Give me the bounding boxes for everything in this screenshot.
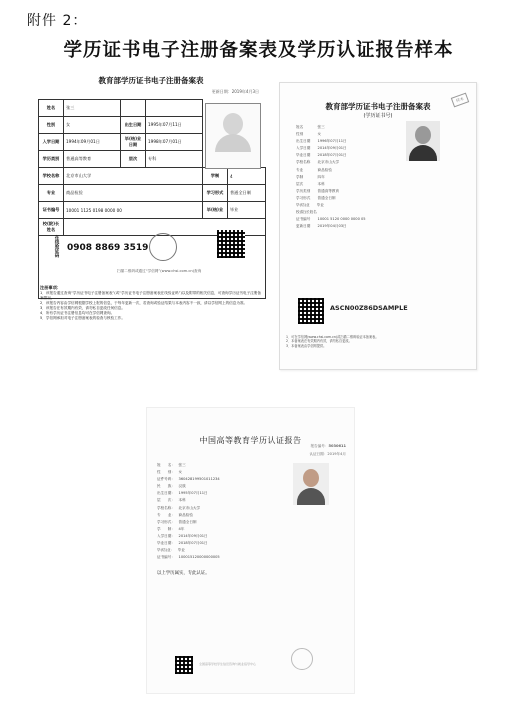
note-item: 2．本备案表在有效期内有效，请勿私自更改。 (286, 339, 352, 344)
report-title: 中国高等教育学历认证报告 (199, 436, 302, 445)
field: 毕业日期 2018年07月01日 (296, 153, 347, 158)
table-cell: 北京市山大学 (64, 168, 203, 185)
seal-icon (149, 233, 177, 261)
table-cell: 毕业 (227, 202, 265, 219)
certification-report-sample (146, 407, 355, 694)
field: 学习形式 普通全日制 (296, 195, 336, 200)
table-cell: 层次 (120, 151, 145, 168)
form-subtitle: (学历证书号) (363, 113, 393, 119)
table-cell: 10001 1125 0198 0000 00 (64, 202, 203, 219)
date-label: 认证日期： (309, 452, 328, 456)
field: 证书编号： 100015120000000005 (157, 555, 220, 560)
table-cell: 商品检验 (64, 185, 203, 202)
qr-code-icon[interactable] (298, 298, 324, 324)
verify-label: 在线验证码 (54, 235, 59, 258)
avatar-body-icon (215, 134, 251, 152)
field: 学 制： 4年 (157, 526, 185, 531)
field: 更新日期 2019年04月03日 (296, 224, 347, 229)
face-icon (303, 469, 319, 487)
note-item: 1．可在学信网(www.chsi.com.cn)或扫描二维码验证本备案表。 (286, 335, 379, 339)
table-cell (120, 100, 145, 117)
field: 专业 商品检验 (296, 167, 332, 172)
field: 姓名 张三 (296, 125, 325, 129)
photo-placeholder (205, 103, 261, 169)
table-cell: 4 (227, 168, 265, 185)
table-cell: 毕(结)业 (202, 202, 227, 219)
table-cell: 专业 (39, 185, 64, 202)
table-cell: 1995年07月11日 (145, 117, 202, 134)
notes (286, 335, 470, 348)
verify-code: 0908 8869 3519 (67, 243, 149, 253)
update-date: 更新日期：2019年4月3日 (211, 89, 259, 94)
table-row (39, 185, 266, 202)
table-cell: 1998年07月01日 (145, 134, 202, 151)
avatar-head-icon (223, 113, 243, 135)
student-photo (406, 121, 440, 161)
report-no-label: 报告编号： (310, 444, 329, 448)
table-cell: 专科 (145, 151, 202, 168)
field-list (157, 463, 277, 562)
table-cell: 普通全日制 (227, 185, 265, 202)
table-cell: 证书编号 (39, 202, 64, 219)
student-photo (293, 463, 329, 505)
table-cell: 学制 (202, 168, 227, 185)
field: 性 别： 女 (157, 470, 183, 475)
note-item: 1．该报告通过查询“学历证书电子注册备案表”(或“学历证书电子注册备案表在线验证码”)以及附带的相关信息，可查询学历证书电子注册备案情况。 (40, 291, 261, 300)
field: 层 次： 本科 (157, 498, 186, 503)
field: 证件号码： 360428199501011234 (157, 477, 220, 482)
verify-note: 扫描二维码或通过“学信网”(www.chsi.com.cn)查询 (117, 269, 202, 273)
page-title: 学历证书电子注册备案表及学历认证报告样本 (63, 40, 454, 61)
table-cell: 出生日期 (120, 117, 145, 134)
table-cell: 1994年09月01日 (64, 134, 121, 151)
notes-title: 注册事项： (40, 285, 61, 290)
note-item: 3．本备案表由学信网提供。 (286, 343, 327, 348)
field: 毕(结)业： 毕业 (157, 548, 185, 553)
table-cell: 学校名称 (39, 168, 64, 185)
note-item: 2．该报告内容由学信网根据学校上报的信息，于每年更新一次，若查询或验证结果与本表内容不一致，请以学信网上的信息为准。 (40, 301, 248, 305)
shoulders-icon (409, 145, 437, 161)
table-cell: 学历类别 (39, 151, 64, 168)
field: 学习形式： 普通全日制 (157, 519, 197, 524)
table-cell: 校(院)长姓名 (39, 219, 64, 236)
field: 入学日期 2014年09月01日 (296, 146, 347, 151)
field: 姓 名： 张三 (157, 463, 186, 467)
field: 学历类别 普通高等教育 (296, 188, 340, 193)
table-cell: 女 (64, 117, 121, 134)
report-meta (309, 442, 346, 458)
form-title: 教育部学历证书电子注册备案表 (98, 76, 204, 85)
note-item: 5．学信网承担对电子注册备案表的检查与核验工作。 (40, 316, 125, 320)
table-cell: 学习形式 (202, 185, 227, 202)
field: 性别 女 (296, 132, 322, 137)
table-cell: 性别 (39, 117, 64, 134)
field: 专 业： 商品检验 (157, 512, 193, 517)
verify-code: ASCN00Z86DSAMPLE (330, 304, 408, 312)
field: 层次 本科 (296, 181, 325, 186)
field-list (296, 125, 466, 231)
report-no: 5030611 (328, 444, 346, 448)
field: 入学日期： 2014年09月01日 (157, 533, 208, 538)
field: 学校名称 北京市山大学 (296, 160, 340, 165)
form-title: 教育部学历证书电子注册备案表 (325, 102, 431, 111)
attachment-label: 附件 2： (27, 13, 88, 29)
field: 学制 四年 (296, 174, 325, 179)
certification-statement: 以上学历属实，专此认证。 (157, 571, 210, 576)
field: 毕业日期： 2018年07月01日 (157, 541, 208, 546)
field: 出生日期 1996年07月11日 (296, 139, 347, 144)
stamp-icon: 样本 (451, 93, 469, 108)
table-cell: 姓名 (39, 100, 64, 117)
note-item: 3．该报告在有效期内有效，请勿私自更改任何信息。 (40, 306, 125, 310)
qr-code-icon[interactable] (175, 656, 193, 674)
table-cell: 普通高等教育 (64, 151, 121, 168)
notes (40, 285, 262, 321)
field: 校(院)长姓名 (296, 210, 317, 215)
field: 学校名称： 北京市山大学 (157, 505, 201, 510)
table-row (39, 202, 266, 219)
registration-form-sample-2 (279, 82, 477, 370)
seal-icon (291, 648, 313, 670)
table-cell: 入学日期 (39, 134, 64, 151)
table-cell: 张三 (64, 100, 121, 117)
field: 出生日期： 1995年07月11日 (157, 491, 208, 496)
field: 毕(结)业 毕业 (296, 203, 324, 208)
table-cell (145, 100, 202, 117)
report-date: 2019年4月 (327, 452, 346, 456)
table-row (39, 168, 266, 185)
issuer: 全国高等学校学生信息咨询与就业指导中心 (199, 662, 257, 666)
note-item: 4．所有学历证书注册信息均可在学信网查询。 (40, 311, 115, 315)
field: 证书编号 10001 5120 0000 0000 05 (296, 217, 366, 222)
qr-code-icon[interactable] (217, 230, 245, 258)
face-icon (415, 126, 431, 144)
field: 民 族： 汉族 (157, 484, 186, 489)
registration-form-sample-1 (37, 75, 265, 375)
shoulders-icon (297, 488, 325, 505)
table-cell: 毕(结)业日期 (120, 134, 145, 151)
